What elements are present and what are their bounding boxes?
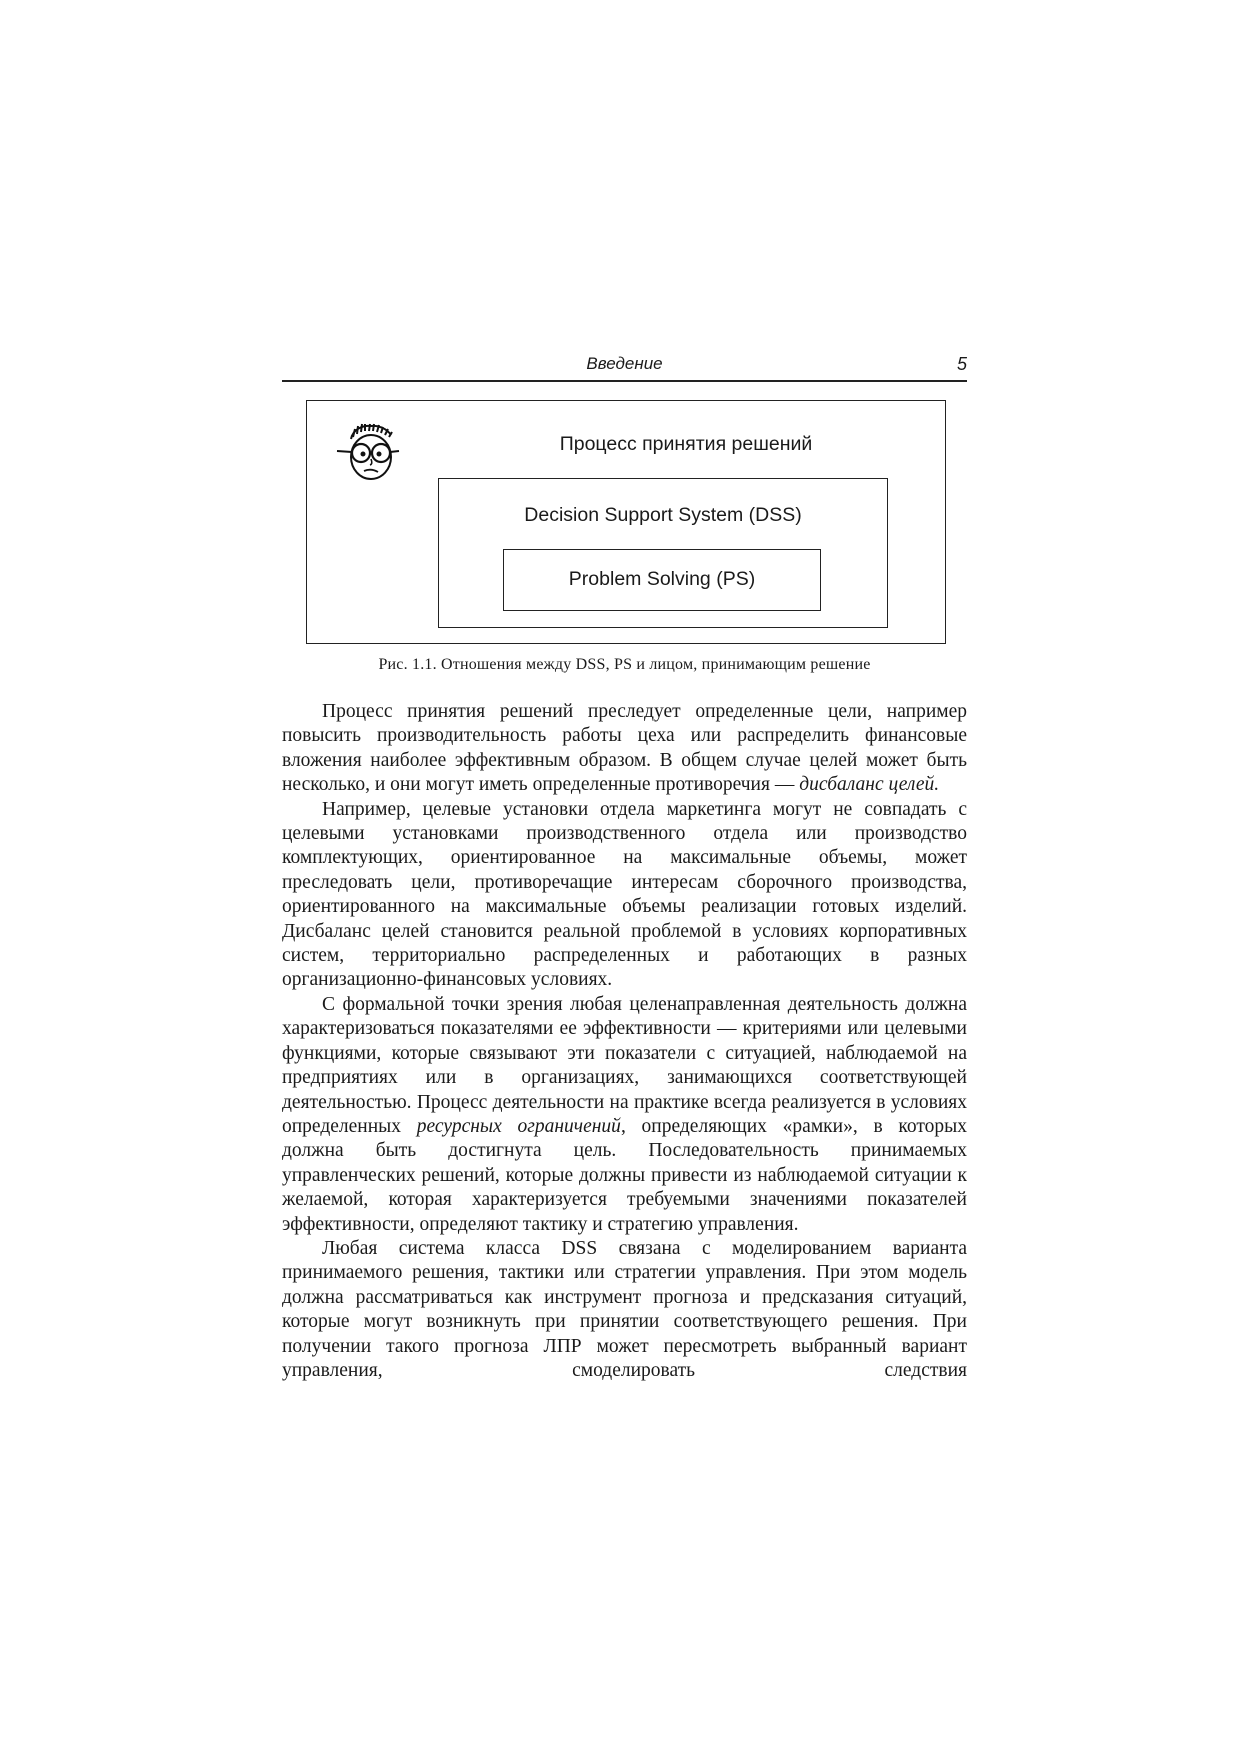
paragraph-text: , определяющих «рамки», в которых должна быть достигнута цель. Последовательность принимаемых управленческих решений, которые должны привести из наблюдаемой ситуации к желаемой, которая характеризуется требуемыми значениями показателей эффективности, определяют тактику и стратегию управления. [282, 1115, 967, 1235]
paragraph [282, 700, 967, 798]
figure-diagram [306, 400, 946, 644]
italic-term: ресурсных ограничений [416, 1115, 621, 1137]
decision-process-label: Процесс принятия решений [559, 433, 813, 455]
paragraph [282, 798, 967, 993]
body-text [282, 700, 967, 1383]
paragraph-text: Например, целевые установки отдела маркетинга могут не совпадать с целевыми установками производственного отдела или производство комплектующих, ориентированное на максимальные объемы, может преследовать цели, противоречащие интересам сборочного производства, ориентированного на максимальные объемы реализации готовых изделий. Дисбаланс целей становится реальной проблемой в условиях корпоративных систем, территориально распределенных и работающих в разных организационно-финансовых условиях. [282, 798, 967, 991]
paragraph [282, 1237, 967, 1383]
dss-label: Decision Support System (DSS) [524, 504, 802, 526]
running-title: Введение [586, 354, 663, 373]
dss-box [438, 478, 888, 628]
running-header [282, 352, 967, 382]
paragraph [282, 993, 967, 1237]
ps-box [503, 549, 821, 611]
page-number: 5 [956, 354, 967, 374]
figure-caption: Рис. 1.1. Отношения между DSS, PS и лицом, принимающим решение [378, 656, 871, 673]
italic-term: дисбаланс целей. [799, 774, 940, 796]
paragraph-text: Процесс принятия решений преследует определенные цели, например повысить производительность работы цеха или распределить финансовые вложения наиболее эффективным образом. В общем случае целей может быть несколько, и они могут иметь определенные противоречия — [282, 701, 967, 796]
paragraph-text: С формальной точки зрения любая целенаправленная деятельность должна характеризоваться показателями ее эффективности — критериями или целевыми функциями, которые связывают эти показатели с ситуацией, наблюдаемой на предприятиях или в организациях, занимающихся соответствующей деятельностью. Процесс деятельности на практике всегда реализуется в условиях определенных [282, 993, 967, 1137]
ps-label: Problem Solving (PS) [568, 568, 756, 590]
paragraph-text: Любая система класса DSS связана с моделированием варианта принимаемого решения, тактики или стратегии управления. При этом модель должна рассматриваться как инструмент прогноза и предсказания ситуаций, которые могут возникнуть при принятии соответствующего решения. При получении такого прогноза ЛПР может пересмотреть выбранный вариант управления, смоделировать следствия [282, 1237, 967, 1381]
